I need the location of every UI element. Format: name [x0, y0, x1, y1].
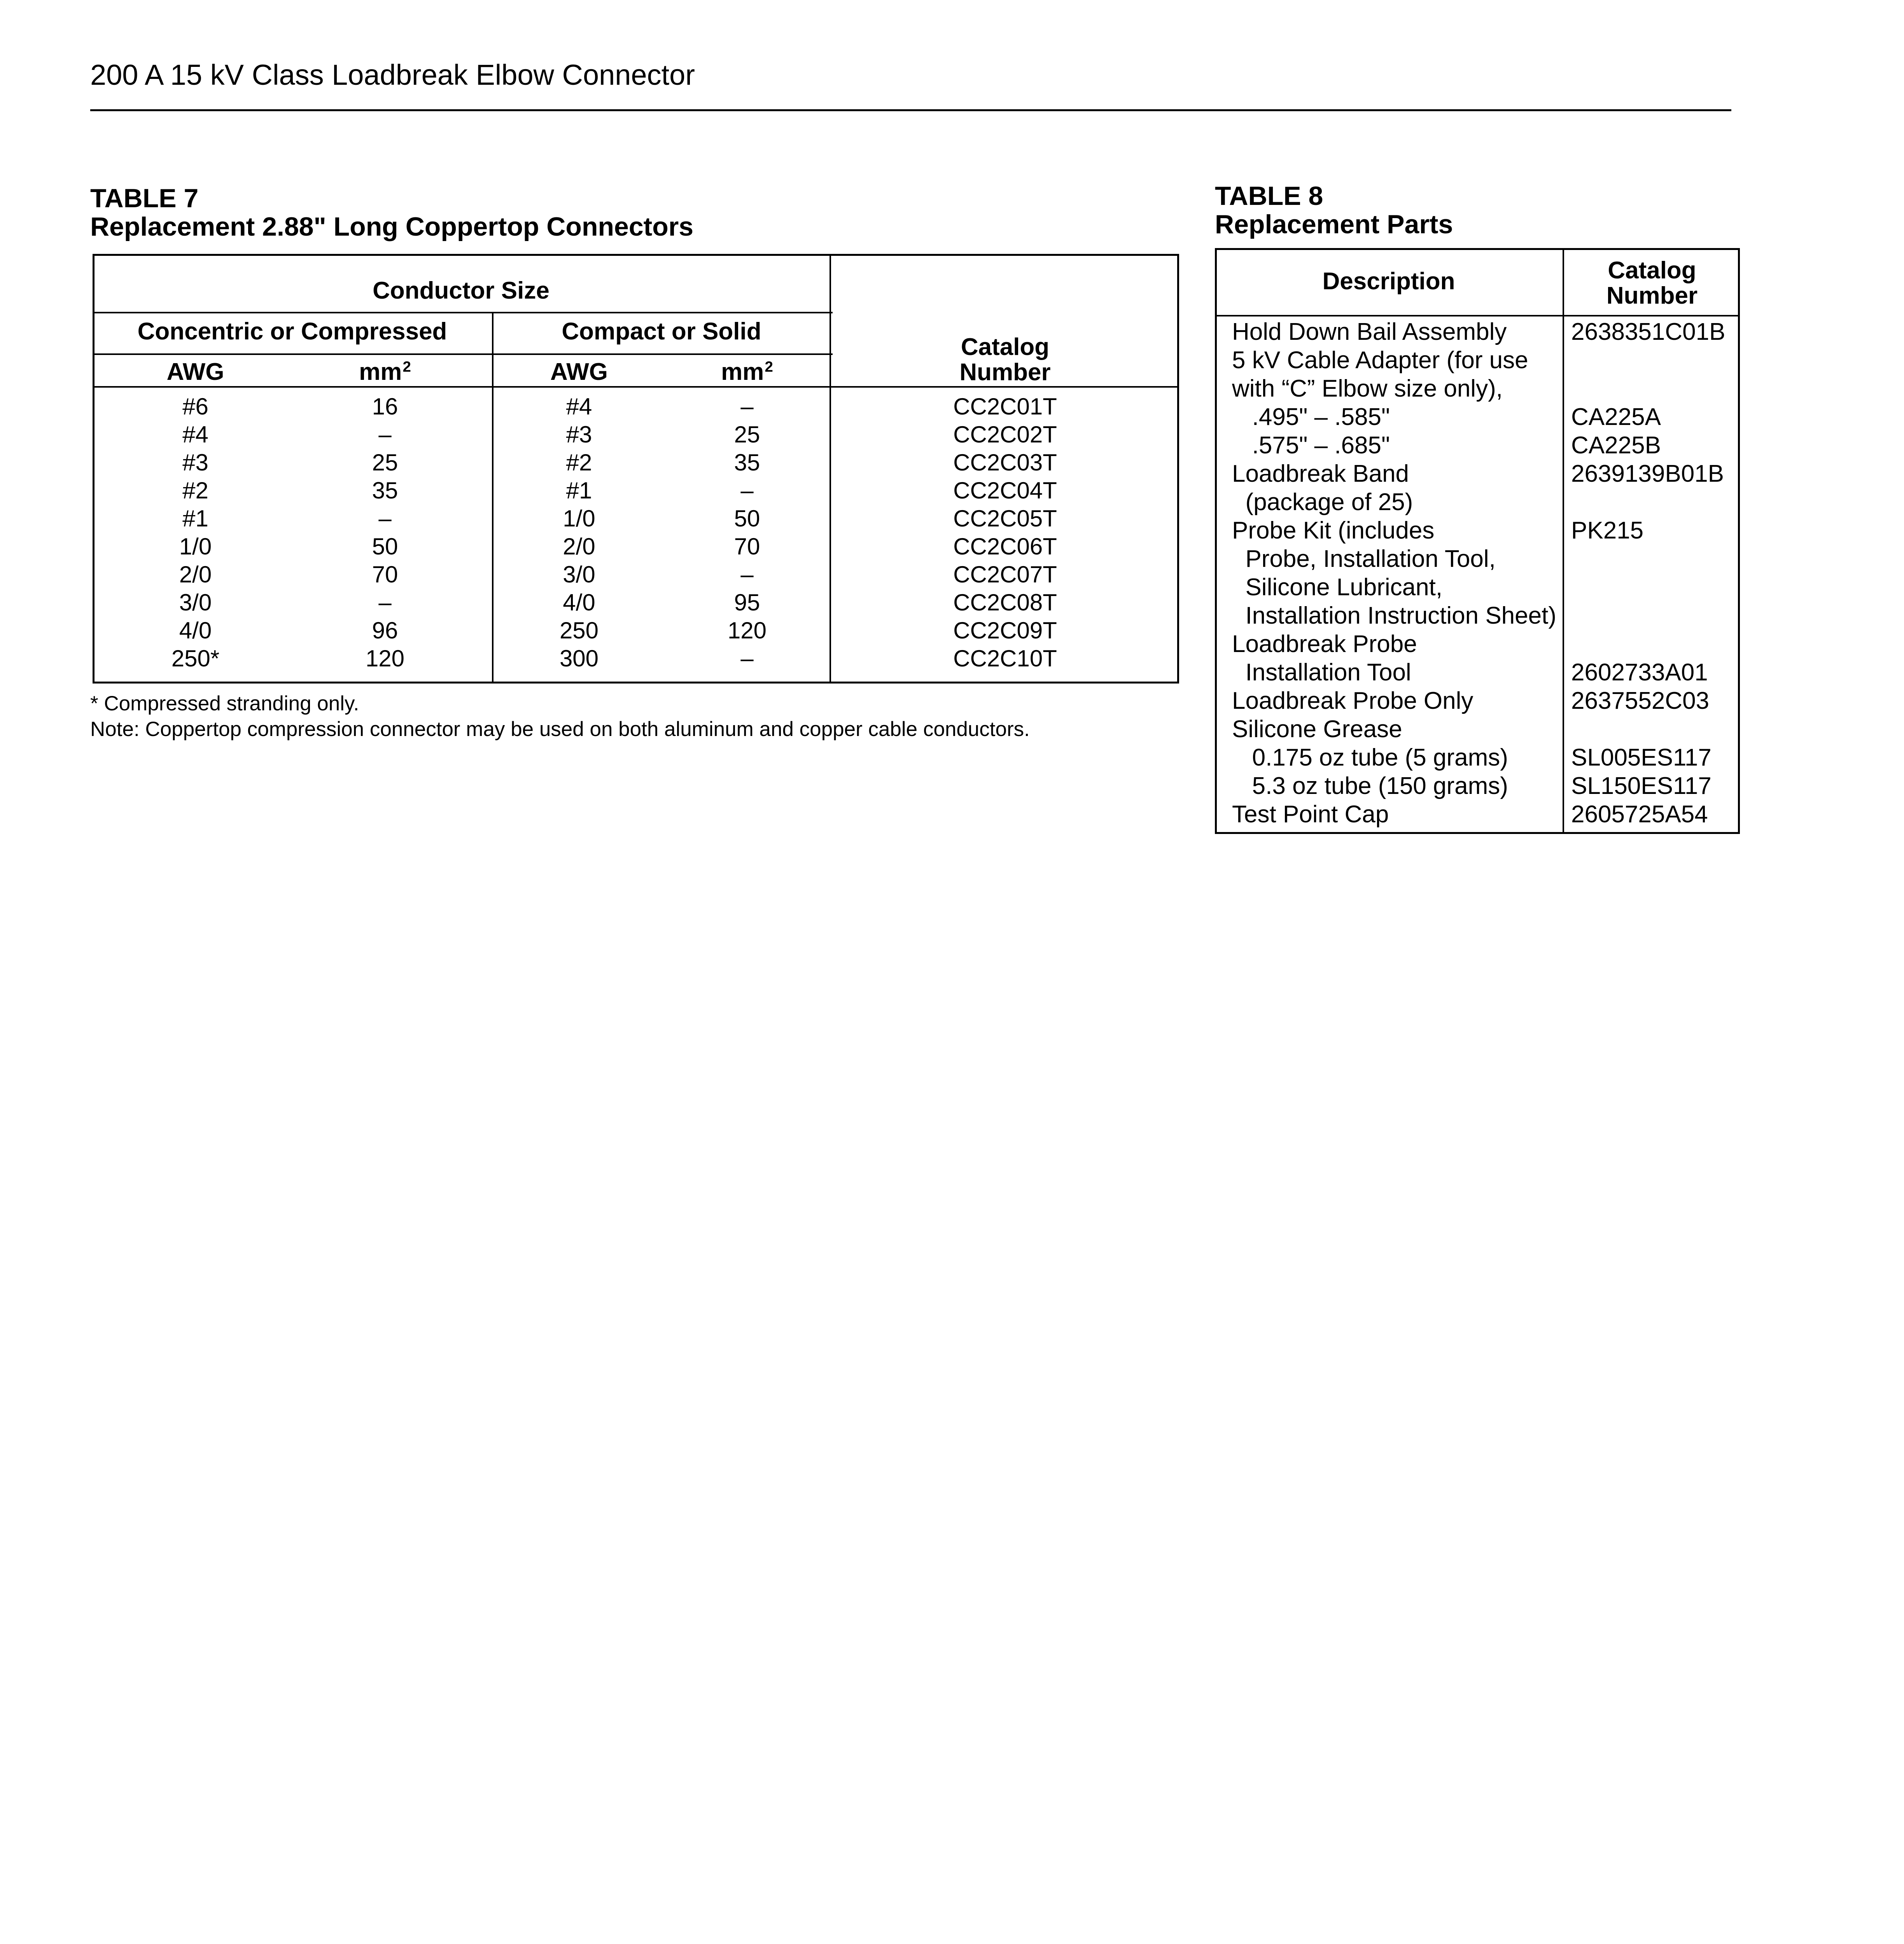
table7-compact-mm2-cell: – [740, 393, 754, 420]
table8-description-cell: 5 kV Cable Adapter (for use [1232, 347, 1528, 374]
table8-number: TABLE 8 [1215, 181, 1323, 211]
table7-header-compact-awg: AWG [550, 358, 608, 385]
table7-header-catalog-number [831, 334, 1179, 385]
table7-concentric-awg-cell: 2/0 [179, 561, 212, 587]
table8-catalog-cell: SL005ES117 [1571, 744, 1712, 771]
table7-footnote-coppertop: Note: Coppertop compression connector may be used on both aluminum and copper cable conductors. [90, 718, 1030, 741]
table7-concentric-mm2-cell: – [378, 421, 392, 448]
table7-compact-mm2-cell: 25 [734, 421, 760, 448]
table8-catalog-cell: 2637552C03 [1571, 687, 1710, 714]
table7-catalog-cell: CC2C02T [953, 421, 1057, 448]
table7-header-concentric-awg: AWG [166, 358, 224, 385]
table7-catalog-cell: CC2C07T [953, 561, 1057, 587]
table8-catalog-cell: 2605725A54 [1571, 801, 1708, 828]
table7-concentric-mm2-cell: – [378, 589, 392, 615]
table7-concentric-mm2-cell: 120 [365, 645, 405, 671]
table7-concentric-awg-cell: 4/0 [179, 617, 212, 643]
table7-header-concentric-mm2 [286, 359, 484, 385]
table7-concentric-mm2-cell: 25 [372, 449, 398, 476]
table8-description-cell: .575" – .685" [1232, 432, 1390, 459]
table7-catalog-cell: CC2C04T [953, 477, 1057, 503]
table8-description-cell: Probe Kit (includes [1232, 517, 1435, 544]
table7-compact-mm2-cell: 95 [734, 589, 760, 615]
table8-description-cell: 0.175 oz tube (5 grams) [1232, 744, 1508, 771]
table7-concentric-mm2-cell: 96 [372, 617, 398, 643]
table8-catalog-cell: SL150ES117 [1571, 773, 1712, 799]
table7-concentric-awg-cell: 250* [171, 645, 220, 671]
mm-label: mm [359, 358, 402, 385]
table7-catalog-cell: CC2C06T [953, 533, 1057, 559]
table8-description-cell: Silicone Grease [1232, 716, 1402, 743]
table7-rule-under-conductor-group [93, 353, 833, 355]
mm-label: mm [721, 358, 764, 385]
table7-catalog-cell: CC2C09T [953, 617, 1057, 643]
table7-catalog-cell: CC2C10T [953, 645, 1057, 671]
table7-compact-awg-cell: #1 [566, 477, 592, 503]
table8-description-cell: .495" – .585" [1232, 404, 1390, 430]
superscript-two: 2 [402, 358, 411, 375]
table8-header-catalog-line-1: Catalog [1608, 257, 1696, 284]
table7-header-conductor-size: Conductor Size [373, 277, 550, 304]
table8-description-cell: Loadbreak Band [1232, 460, 1409, 487]
table7-concentric-awg-cell: #4 [182, 421, 208, 448]
table7-concentric-mm2-cell: – [378, 505, 392, 531]
table7-header-catalog-line-2: Number [959, 359, 1051, 386]
table8-caption [1215, 182, 1453, 239]
table8-description-cell: Installation Instruction Sheet) [1232, 602, 1557, 629]
table7-compact-mm2-cell: – [740, 561, 754, 587]
table8-rule-under-header [1215, 315, 1740, 316]
table7-concentric-awg-cell: #2 [182, 477, 208, 503]
table8-description-cell: (package of 25) [1232, 489, 1413, 516]
table7-catalog-cell: CC2C08T [953, 589, 1057, 615]
table8-header-catalog-line-2: Number [1606, 282, 1698, 309]
table7-rule-under-header [93, 386, 1179, 388]
table7-compact-awg-cell: #3 [566, 421, 592, 448]
table7-concentric-awg-cell: 3/0 [179, 589, 212, 615]
table8-catalog-cell: PK215 [1571, 517, 1644, 544]
table7-compact-mm2-cell: 70 [734, 533, 760, 559]
table8-description-cell: Installation Tool [1232, 659, 1411, 686]
table8-header-catalog-number [1564, 258, 1740, 308]
table7-compact-mm2-cell: 35 [734, 449, 760, 476]
table8-description-cell: with “C” Elbow size only), [1232, 375, 1503, 402]
table7-compact-awg-cell: 250 [559, 617, 599, 643]
table7-concentric-mm2-cell: 50 [372, 533, 398, 559]
table7-compact-awg-cell: 3/0 [563, 561, 595, 587]
table8-catalog-cell: 2602733A01 [1571, 659, 1708, 686]
table7-compact-mm2-cell: – [740, 645, 754, 671]
table8-description-cell: Test Point Cap [1232, 801, 1389, 828]
table8-title: Replacement Parts [1215, 210, 1453, 240]
table8-description-cell: Loadbreak Probe Only [1232, 687, 1474, 714]
table8-catalog-cell: 2638351C01B [1571, 318, 1726, 345]
table7-compact-awg-cell: 1/0 [563, 505, 595, 531]
table7-compact-mm2-cell: 120 [727, 617, 767, 643]
table8-rule-column-divider [1563, 248, 1564, 834]
table7-compact-awg-cell: 300 [559, 645, 599, 671]
table7-concentric-mm2-cell: 35 [372, 477, 398, 503]
table7-header-compact-mm2 [665, 359, 830, 385]
table7-compact-awg-cell: 2/0 [563, 533, 595, 559]
table7-concentric-awg-cell: #3 [182, 449, 208, 476]
table7-catalog-cell: CC2C01T [953, 393, 1057, 420]
table8-description-cell: Silicone Lubricant, [1232, 574, 1443, 601]
table8-catalog-cell: 2639139B01B [1571, 460, 1724, 487]
table7-concentric-mm2-cell: 16 [372, 393, 398, 420]
table7-compact-mm2-cell: – [740, 477, 754, 503]
table7-rule-under-conductor-size [93, 312, 833, 313]
table7-title: Replacement 2.88" Long Coppertop Connectors [90, 212, 694, 242]
running-header: 200 A 15 kV Class Loadbreak Elbow Connector [90, 59, 695, 91]
table8-catalog-cell: CA225B [1571, 432, 1661, 459]
table8-description-cell: Hold Down Bail Assembly [1232, 318, 1507, 345]
table8-header-description: Description [1322, 268, 1455, 295]
table7-compact-awg-cell: #2 [566, 449, 592, 476]
table7-header-catalog-line-1: Catalog [961, 334, 1050, 360]
table7-number: TABLE 7 [90, 184, 199, 213]
table7-concentric-mm2-cell: 70 [372, 561, 398, 587]
table7-catalog-cell: CC2C05T [953, 505, 1057, 531]
header-rule [90, 109, 1731, 111]
table7-concentric-awg-cell: #6 [182, 393, 208, 420]
table7-footnote-compressed: * Compressed stranding only. [90, 692, 359, 715]
table8-catalog-cell: CA225A [1571, 404, 1661, 430]
table8-description-cell: Loadbreak Probe [1232, 631, 1417, 657]
table8-description-cell: 5.3 oz tube (150 grams) [1232, 773, 1508, 799]
table7-compact-mm2-cell: 50 [734, 505, 760, 531]
table8-description-cell: Probe, Installation Tool, [1232, 545, 1496, 572]
table7-header-compact: Compact or Solid [562, 318, 761, 345]
table7-header-concentric: Concentric or Compressed [137, 318, 447, 345]
table7-catalog-cell: CC2C03T [953, 449, 1057, 476]
table7-compact-awg-cell: #4 [566, 393, 592, 420]
superscript-two: 2 [765, 358, 773, 375]
table7-concentric-awg-cell: 1/0 [179, 533, 212, 559]
table7-concentric-awg-cell: #1 [182, 505, 208, 531]
table7-compact-awg-cell: 4/0 [563, 589, 595, 615]
table7-caption [90, 184, 693, 241]
